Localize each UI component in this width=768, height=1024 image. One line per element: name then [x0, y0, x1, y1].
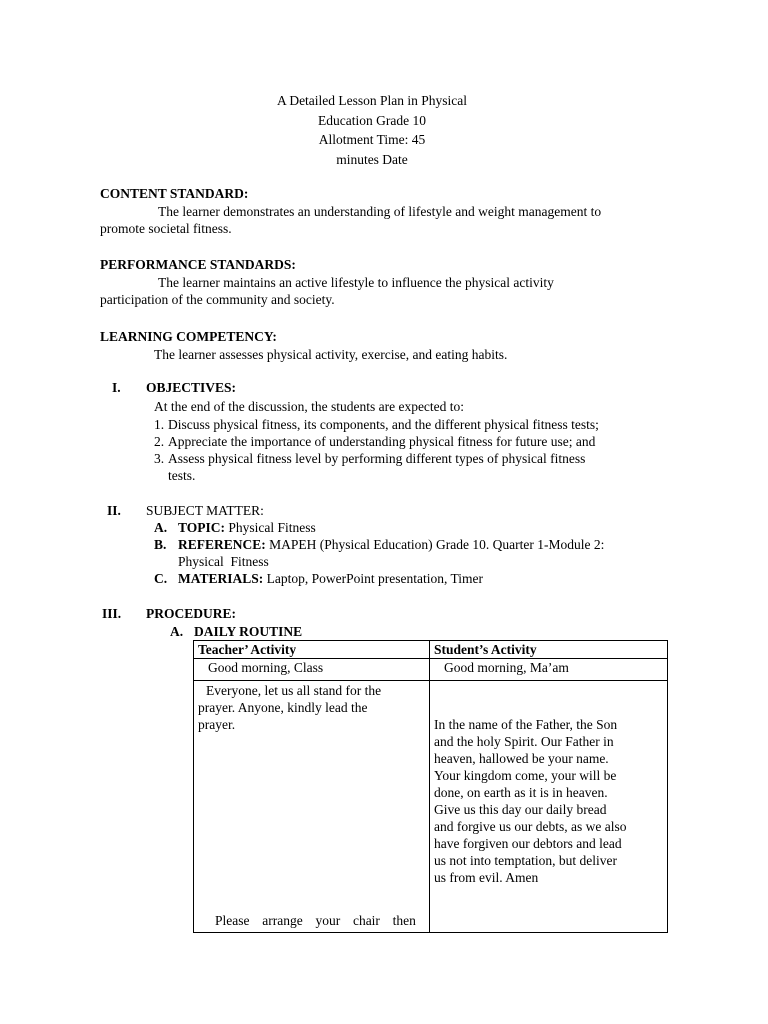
performance-standards-line-2: participation of the community and society. — [100, 292, 335, 307]
content-standard-line-2: promote societal fitness. — [100, 221, 232, 236]
prayer-line: and forgive us our debts, as we also — [434, 819, 627, 834]
table-row — [194, 681, 668, 933]
title-line-1: A Detailed Lesson Plan in Physical — [276, 93, 468, 108]
title-line-3: Allotment Time: 45 — [318, 132, 426, 147]
prayer-line: and the holy Spirit. Our Father in — [434, 734, 614, 749]
prayer-line: Your kingdom come, your will be — [434, 768, 617, 783]
objective-item: 1. Discuss physical fitness, its components, and the different physical fitness tests; — [154, 417, 599, 432]
teacher-line: Everyone, let us all stand for the — [206, 683, 382, 698]
subject-matter-list — [154, 519, 684, 587]
objective-item-continuation: tests. — [168, 468, 196, 483]
prayer-line: us from evil. Amen — [434, 870, 539, 885]
prayer-line: In the name of the Father, the Son — [434, 717, 618, 732]
learning-competency-heading: LEARNING COMPETENCY: — [100, 329, 277, 344]
subject-materials: C. MATERIALS: Laptop, PowerPoint presentation, Timer — [154, 571, 484, 586]
learning-competency-text: The learner assesses physical activity, exercise, and eating habits. — [154, 347, 508, 362]
teacher-prayer-cell — [194, 681, 430, 933]
subject-reference-continuation: Physical Fitness — [178, 554, 269, 569]
subject-topic: A. TOPIC: Physical Fitness — [154, 520, 316, 535]
teacher-line: prayer. Anyone, kindly lead the — [198, 700, 368, 715]
objectives-heading: OBJECTIVES: — [146, 380, 237, 395]
teacher-line: prayer. — [198, 717, 236, 732]
prayer-line: us not into temptation, but deliver — [434, 853, 617, 868]
prayer-line: have forgiven our debtors and lead — [434, 836, 622, 851]
objectives-numeral: I. — [112, 380, 121, 395]
objectives-list — [154, 416, 684, 484]
prayer-line: heaven, hallowed be your name. — [434, 751, 609, 766]
title-line-2: Education Grade 10 — [318, 112, 426, 128]
objective-item: 3. Assess physical fitness level by performing different types of physical fitness — [154, 451, 586, 466]
subject-matter-numeral: II. — [107, 503, 121, 518]
content-standard-heading: CONTENT STANDARD: — [100, 186, 249, 201]
content-standard-line-1: The learner demonstrates an understanding of lifestyle and weight management to — [158, 204, 602, 219]
teacher-greeting: Good morning, Class — [194, 659, 430, 681]
performance-standards-line-1: The learner maintains an active lifestyle to influence the physical activity — [158, 275, 554, 290]
daily-routine-heading: A. DAILY ROUTINE — [170, 624, 303, 639]
objective-item: 2. Appreciate the importance of understanding physical fitness for future use; and — [154, 434, 596, 449]
procedure-heading: PROCEDURE: — [146, 606, 236, 621]
prayer-line: done, on earth as it is in heaven. — [434, 785, 608, 800]
student-activity-header: Student’s Activity — [430, 641, 668, 659]
table-header-row — [194, 641, 668, 659]
objectives-intro: At the end of the discussion, the students are expected to: — [154, 399, 465, 414]
performance-standards-heading: PERFORMANCE STANDARDS: — [100, 257, 296, 272]
student-prayer-cell — [430, 681, 668, 933]
teacher-arrange-chair-line: Please arrange your chair then — [215, 913, 416, 928]
prayer-line: Give us this day our daily bread — [434, 802, 607, 817]
title-line-4: minutes Date — [336, 151, 408, 167]
subject-matter-heading: SUBJECT MATTER: — [146, 503, 264, 518]
teacher-activity-header: Teacher’ Activity — [194, 641, 430, 659]
student-greeting: Good morning, Ma’am — [430, 659, 668, 681]
table-row — [194, 659, 668, 681]
performance-standards-text — [100, 274, 680, 308]
content-standard-text — [100, 203, 680, 237]
daily-routine-table — [193, 640, 668, 933]
subject-reference: B. REFERENCE: MAPEH (Physical Education) Grade 10. Quarter 1-Module 2: — [154, 537, 605, 552]
document-title — [250, 92, 494, 170]
procedure-numeral: III. — [102, 606, 122, 621]
